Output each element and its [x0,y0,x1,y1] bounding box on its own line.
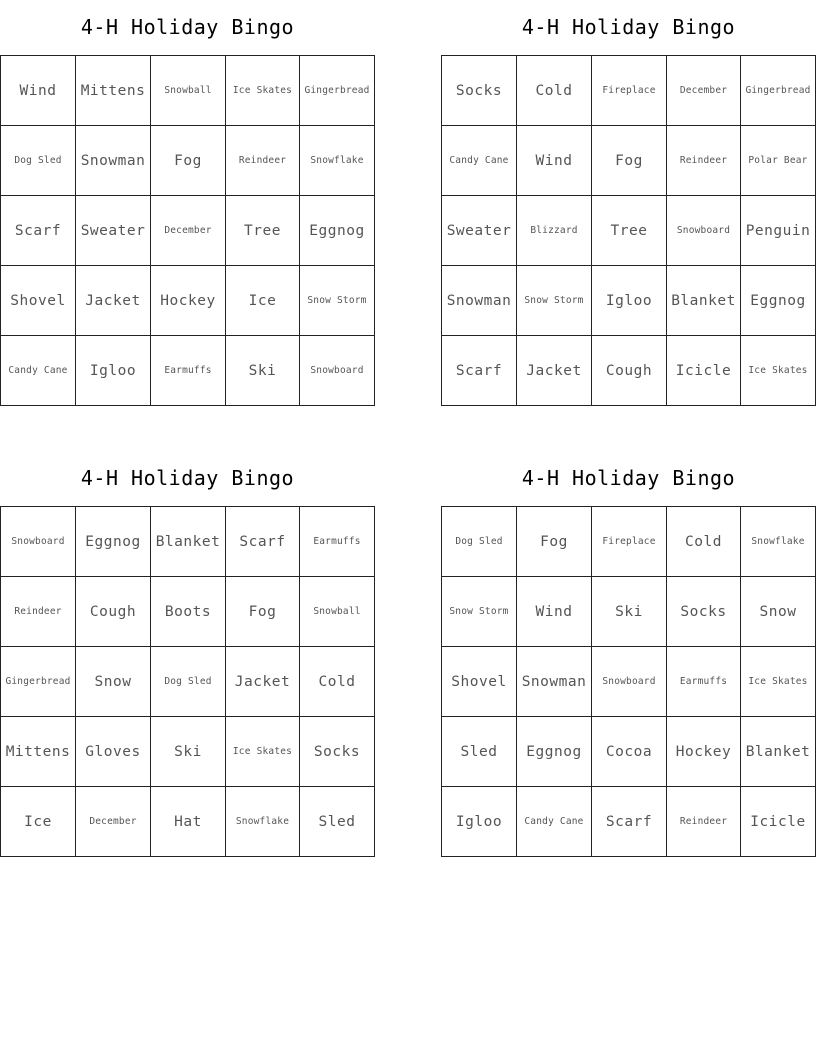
bingo-cell: Earmuffs [151,336,226,406]
bingo-cell: Blizzard [517,196,592,266]
bingo-cell: Ice Skates [741,336,816,406]
bingo-cell: Cough [592,336,667,406]
bingo-cell: Blanket [151,507,226,577]
bingo-cell: Socks [667,577,741,647]
bingo-cell: Gingerbread [1,647,76,717]
bingo-cell: Ice Skates [226,717,300,787]
card-title: 4-H Holiday Bingo [80,466,295,490]
bingo-card [441,451,816,857]
bingo-cell: Snowman [76,126,151,196]
bingo-cell: Shovel [442,647,517,717]
bingo-cell: Snow Storm [517,266,592,336]
bingo-cell: December [667,56,741,126]
bingo-cell: Sled [300,787,375,857]
bingo-cell: Snow Storm [300,266,375,336]
bingo-cell: Gingerbread [741,56,816,126]
bingo-cell: Mittens [76,56,151,126]
bingo-cell: Snowboard [592,647,667,717]
bingo-cell: Cold [667,507,741,577]
bingo-cell: Polar Bear [741,126,816,196]
bingo-cell: Ski [226,336,300,406]
bingo-cell: Igloo [592,266,667,336]
bingo-cell: Snowflake [741,507,816,577]
bingo-cell: Fireplace [592,507,667,577]
bingo-cell: Wind [517,126,592,196]
bingo-cell: Ice Skates [226,56,300,126]
bingo-cell: Tree [226,196,300,266]
bingo-cell: Hockey [151,266,226,336]
bingo-cell: Fog [151,126,226,196]
bingo-cell: Earmuffs [300,507,375,577]
bingo-cell: Sweater [76,196,151,266]
bingo-cell: December [151,196,226,266]
bingo-cell: Cold [517,56,592,126]
bingo-cell: Cocoa [592,717,667,787]
bingo-cell: Igloo [76,336,151,406]
bingo-card [0,451,375,857]
bingo-cell: Hat [151,787,226,857]
bingo-cell: Jacket [76,266,151,336]
bingo-cell: Igloo [442,787,517,857]
bingo-cell: Snowball [151,56,226,126]
bingo-cell: Socks [300,717,375,787]
bingo-cell: Snowboard [667,196,741,266]
bingo-cell: Scarf [226,507,300,577]
bingo-cell: Snow [741,577,816,647]
bingo-cell: Scarf [1,196,76,266]
bingo-cell: Hockey [667,717,741,787]
bingo-cell: Sled [442,717,517,787]
bingo-cell: Jacket [517,336,592,406]
bingo-cell: Blanket [741,717,816,787]
card-title: 4-H Holiday Bingo [80,15,295,39]
bingo-cell: Blanket [667,266,741,336]
bingo-cell: Eggnog [517,717,592,787]
bingo-cell: Ice [226,266,300,336]
bingo-cell: Dog Sled [151,647,226,717]
bingo-cell: Cough [76,577,151,647]
bingo-cell: Icicle [667,336,741,406]
bingo-cell: Mittens [1,717,76,787]
bingo-cell: Scarf [442,336,517,406]
bingo-cell: Snowball [300,577,375,647]
bingo-cell: Tree [592,196,667,266]
bingo-grid [441,55,816,406]
card-title: 4-H Holiday Bingo [521,15,736,39]
bingo-cell: Fog [226,577,300,647]
bingo-cell: Dog Sled [1,126,76,196]
bingo-grid [0,55,375,406]
bingo-cell: Ice [1,787,76,857]
bingo-card [441,0,816,406]
bingo-cell: Wind [1,56,76,126]
bingo-cell: Candy Cane [1,336,76,406]
bingo-cell: Gloves [76,717,151,787]
bingo-grid [441,506,816,857]
bingo-cell: Snowman [517,647,592,717]
bingo-cell: Penguin [741,196,816,266]
bingo-cell: Sweater [442,196,517,266]
bingo-cell: Reindeer [667,787,741,857]
bingo-grid [0,506,375,857]
bingo-cell: Snowman [442,266,517,336]
bingo-cell: Snow Storm [442,577,517,647]
bingo-card [0,0,375,406]
bingo-cell: Snowflake [226,787,300,857]
bingo-cell: Dog Sled [442,507,517,577]
bingo-cell: Reindeer [1,577,76,647]
bingo-cell: Ski [592,577,667,647]
bingo-cell: Icicle [741,787,816,857]
bingo-cell: Candy Cane [442,126,517,196]
bingo-cell: Snowboard [300,336,375,406]
bingo-cell: Earmuffs [667,647,741,717]
bingo-cell: Scarf [592,787,667,857]
bingo-cell: Boots [151,577,226,647]
bingo-cell: Ski [151,717,226,787]
bingo-cell: Reindeer [226,126,300,196]
bingo-cell: Wind [517,577,592,647]
bingo-cell: Eggnog [300,196,375,266]
card-title: 4-H Holiday Bingo [521,466,736,490]
bingo-cell: Gingerbread [300,56,375,126]
bingo-cell: Eggnog [76,507,151,577]
bingo-cell: Snow [76,647,151,717]
bingo-cell: Reindeer [667,126,741,196]
bingo-cell: December [76,787,151,857]
bingo-cell: Ice Skates [741,647,816,717]
bingo-cell: Eggnog [741,266,816,336]
bingo-cell: Snowboard [1,507,76,577]
bingo-cell: Cold [300,647,375,717]
bingo-cell: Snowflake [300,126,375,196]
bingo-cell: Fog [517,507,592,577]
bingo-cell: Shovel [1,266,76,336]
bingo-cell: Fireplace [592,56,667,126]
bingo-cell: Candy Cane [517,787,592,857]
bingo-cell: Jacket [226,647,300,717]
bingo-cell: Fog [592,126,667,196]
bingo-cell: Socks [442,56,517,126]
